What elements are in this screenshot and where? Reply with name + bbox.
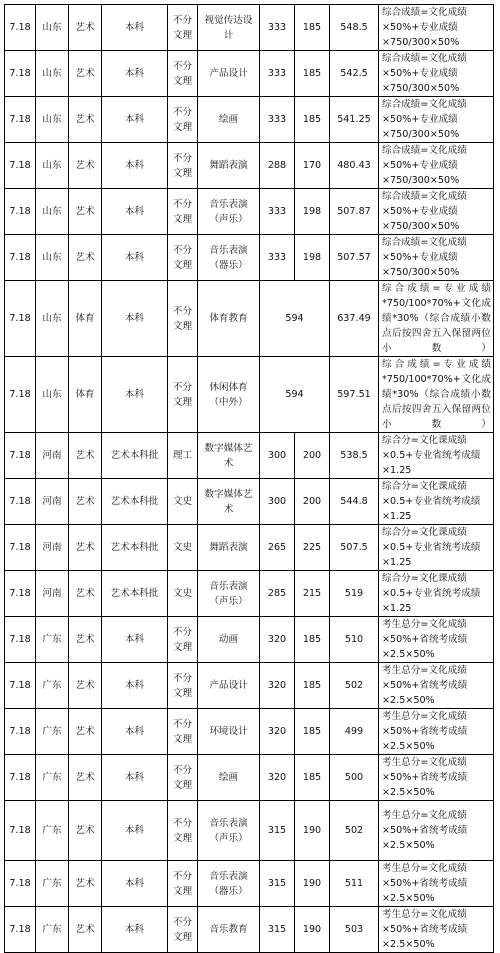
cell-category: 艺术 [69,801,102,861]
cell-batch: 本科 [102,907,168,953]
cell-batch: 本科 [102,663,168,709]
cell-composite-line: 507.87 [330,189,379,235]
cell-professional-line: 190 [295,861,330,907]
cell-cultural-line: 285 [260,571,295,617]
cell-composite-line: 538.5 [330,433,379,479]
cell-major: 数字媒体艺术 [198,479,260,525]
cell-date: 7.18 [5,143,36,189]
cell-batch: 本科 [102,801,168,861]
cell-province: 山东 [36,97,69,143]
cell-composite-line: 502 [330,663,379,709]
table-row [5,709,494,755]
cell-formula: 综合分=文化课成绩×0.5+专业省统考成绩×1.25 [379,433,494,479]
cell-category: 艺术 [69,571,102,617]
cell-subject: 不分文理 [168,861,198,907]
cell-date: 7.18 [5,235,36,281]
cell-professional-line: 215 [295,571,330,617]
cell-date: 7.18 [5,525,36,571]
cell-province: 河南 [36,525,69,571]
cell-professional-line: 198 [295,189,330,235]
cell-subject: 不分文理 [168,801,198,861]
cell-subject: 不分文理 [168,755,198,801]
cell-cultural-line: 300 [260,433,295,479]
cell-cultural-line: 300 [260,479,295,525]
cell-formula: 考生总分=文化成绩×50%+省统考成绩×2.5×50% [379,801,494,861]
cell-formula: 综合成绩=专业成绩*750/100*70%+文化成绩*30%（综合成绩小数点后按四舍五入保留两位小数） [379,281,494,357]
table-row [5,433,494,479]
cell-cultural-line: 594 [260,281,330,357]
table-row [5,281,494,357]
cell-major: 动画 [198,617,260,663]
table-row [5,235,494,281]
cell-formula: 考生总分=文化成绩×50%+省统考成绩×2.5×50% [379,709,494,755]
cell-major: 绘画 [198,97,260,143]
cell-date: 7.18 [5,479,36,525]
cell-date: 7.18 [5,571,36,617]
cell-professional-line: 190 [295,801,330,861]
cell-composite-line: 507.57 [330,235,379,281]
table-row [5,861,494,907]
cell-cultural-line: 333 [260,51,295,97]
cell-formula: 综合成绩=文化成绩×50%+专业成绩×750/300×50% [379,189,494,235]
table-row [5,801,494,861]
cell-province: 广东 [36,801,69,861]
table-row [5,357,494,433]
cell-composite-line: 548.5 [330,5,379,51]
cell-category: 艺术 [69,861,102,907]
cell-major: 绘画 [198,755,260,801]
table-row [5,51,494,97]
cell-major: 视觉传达设计 [198,5,260,51]
cell-category: 艺术 [69,755,102,801]
cell-province: 河南 [36,433,69,479]
cell-batch: 本科 [102,617,168,663]
cell-date: 7.18 [5,357,36,433]
cell-major: 产品设计 [198,51,260,97]
cell-formula: 综合成绩=文化成绩×50%+专业成绩×750/300×50% [379,235,494,281]
cell-composite-line: 597.51 [330,357,379,433]
cell-subject: 不分文理 [168,51,198,97]
cell-batch: 艺术本科批 [102,433,168,479]
cell-province: 广东 [36,663,69,709]
cell-batch: 艺术本科批 [102,479,168,525]
cell-cultural-line: 594 [260,357,330,433]
table-body [5,5,494,953]
cell-province: 河南 [36,571,69,617]
cell-category: 艺术 [69,907,102,953]
cell-subject: 不分文理 [168,281,198,357]
cell-major: 休闲体育（中外） [198,357,260,433]
cell-cultural-line: 333 [260,5,295,51]
cell-major: 舞蹈表演 [198,143,260,189]
cell-cultural-line: 315 [260,801,295,861]
cell-professional-line: 200 [295,479,330,525]
cell-composite-line: 511 [330,861,379,907]
cell-composite-line: 500 [330,755,379,801]
cell-cultural-line: 320 [260,663,295,709]
cell-cultural-line: 265 [260,525,295,571]
cell-formula: 综合分=文化课成绩×0.5+专业省统考成绩×1.25 [379,479,494,525]
cell-date: 7.18 [5,5,36,51]
cell-composite-line: 480.43 [330,143,379,189]
cell-formula: 综合分=文化课成绩×0.5+专业省统考成绩×1.25 [379,525,494,571]
cell-major: 体育教育 [198,281,260,357]
cell-category: 艺术 [69,189,102,235]
cell-category: 艺术 [69,479,102,525]
cell-professional-line: 170 [295,143,330,189]
cell-subject: 不分文理 [168,709,198,755]
cell-composite-line: 544.8 [330,479,379,525]
cell-professional-line: 225 [295,525,330,571]
cell-date: 7.18 [5,189,36,235]
cell-province: 河南 [36,479,69,525]
cell-major: 数字媒体艺术 [198,433,260,479]
cell-province: 山东 [36,281,69,357]
cell-subject: 不分文理 [168,617,198,663]
cell-category: 艺术 [69,617,102,663]
cell-batch: 本科 [102,51,168,97]
cell-professional-line: 198 [295,235,330,281]
cell-category: 艺术 [69,143,102,189]
cell-composite-line: 507.5 [330,525,379,571]
cell-major: 音乐表演（器乐） [198,861,260,907]
cell-cultural-line: 288 [260,143,295,189]
cell-composite-line: 503 [330,907,379,953]
cell-composite-line: 541.25 [330,97,379,143]
cell-formula: 综合成绩=文化成绩×50%+专业成绩×750/300×50% [379,5,494,51]
cell-major: 音乐表演（声乐） [198,571,260,617]
cell-formula: 综合成绩=文化成绩×50%+专业成绩×750/300×50% [379,51,494,97]
cell-subject: 文史 [168,571,198,617]
cell-batch: 本科 [102,861,168,907]
cell-category: 体育 [69,357,102,433]
cell-major: 音乐教育 [198,907,260,953]
cell-cultural-line: 333 [260,97,295,143]
table-row [5,617,494,663]
cell-professional-line: 185 [295,97,330,143]
cell-province: 山东 [36,143,69,189]
cell-professional-line: 190 [295,907,330,953]
cell-subject: 不分文理 [168,189,198,235]
cell-batch: 艺术本科批 [102,525,168,571]
cell-professional-line: 185 [295,617,330,663]
cell-province: 广东 [36,907,69,953]
table-row [5,907,494,953]
cell-subject: 不分文理 [168,143,198,189]
cell-category: 艺术 [69,525,102,571]
cell-date: 7.18 [5,97,36,143]
cell-cultural-line: 315 [260,861,295,907]
cell-cultural-line: 320 [260,617,295,663]
table-row [5,97,494,143]
cell-date: 7.18 [5,755,36,801]
cell-composite-line: 637.49 [330,281,379,357]
cell-province: 山东 [36,235,69,281]
cell-batch: 本科 [102,5,168,51]
cell-formula: 综合成绩=文化成绩×50%+专业成绩×750/300×50% [379,97,494,143]
cell-composite-line: 542.5 [330,51,379,97]
cell-category: 艺术 [69,51,102,97]
cell-cultural-line: 333 [260,189,295,235]
cell-date: 7.18 [5,51,36,97]
table-row [5,525,494,571]
cell-category: 艺术 [69,97,102,143]
cell-batch: 本科 [102,281,168,357]
cell-professional-line: 185 [295,755,330,801]
cell-province: 广东 [36,861,69,907]
cell-subject: 不分文理 [168,907,198,953]
cell-province: 广东 [36,617,69,663]
cell-subject: 不分文理 [168,5,198,51]
cell-major: 音乐表演（声乐） [198,801,260,861]
cell-major: 舞蹈表演 [198,525,260,571]
cell-cultural-line: 320 [260,755,295,801]
cell-major: 产品设计 [198,663,260,709]
cell-formula: 综合分=文化课成绩×0.5+专业省统考成绩×1.25 [379,571,494,617]
cell-batch: 本科 [102,357,168,433]
cell-date: 7.18 [5,433,36,479]
cell-province: 山东 [36,189,69,235]
cell-date: 7.18 [5,861,36,907]
cell-batch: 本科 [102,755,168,801]
cell-formula: 考生总分=文化成绩×50%+省统考成绩×2.5×50% [379,755,494,801]
table-row [5,479,494,525]
cell-batch: 本科 [102,189,168,235]
cell-professional-line: 185 [295,663,330,709]
cell-subject: 不分文理 [168,357,198,433]
cell-cultural-line: 315 [260,907,295,953]
cell-batch: 本科 [102,709,168,755]
cell-category: 艺术 [69,709,102,755]
table-row [5,571,494,617]
cell-composite-line: 499 [330,709,379,755]
table-row [5,143,494,189]
cell-date: 7.18 [5,663,36,709]
table-row [5,663,494,709]
cell-province: 山东 [36,357,69,433]
table-row [5,189,494,235]
cell-professional-line: 185 [295,5,330,51]
cell-major: 音乐表演（器乐） [198,235,260,281]
cell-date: 7.18 [5,907,36,953]
cell-date: 7.18 [5,281,36,357]
cell-subject: 不分文理 [168,663,198,709]
cell-formula: 综合成绩=专业成绩*750/100*70%+文化成绩*30%（综合成绩小数点后按四舍五入保留两位小数） [379,357,494,433]
admission-score-table [4,4,494,953]
cell-formula: 考生总分=文化成绩×50%+省统考成绩×2.5×50% [379,663,494,709]
cell-professional-line: 185 [295,709,330,755]
cell-province: 广东 [36,709,69,755]
cell-formula: 考生总分=文化成绩×50%+省统考成绩×2.5×50% [379,861,494,907]
table-row [5,5,494,51]
cell-date: 7.18 [5,801,36,861]
cell-composite-line: 510 [330,617,379,663]
cell-cultural-line: 320 [260,709,295,755]
cell-date: 7.18 [5,709,36,755]
cell-category: 艺术 [69,663,102,709]
cell-province: 广东 [36,755,69,801]
cell-subject: 不分文理 [168,97,198,143]
cell-category: 艺术 [69,235,102,281]
cell-category: 艺术 [69,5,102,51]
cell-major: 音乐表演（声乐） [198,189,260,235]
cell-batch: 本科 [102,97,168,143]
cell-major: 环境设计 [198,709,260,755]
cell-formula: 考生总分=文化成绩×50%+省统考成绩×2.5×50% [379,617,494,663]
cell-subject: 不分文理 [168,235,198,281]
cell-formula: 考生总分=文化成绩×50%+省统考成绩×2.5×50% [379,907,494,953]
cell-batch: 本科 [102,235,168,281]
cell-province: 山东 [36,51,69,97]
cell-cultural-line: 333 [260,235,295,281]
cell-subject: 文史 [168,525,198,571]
table-row [5,755,494,801]
cell-formula: 综合成绩=文化成绩×50%+专业成绩×750/300×50% [379,143,494,189]
cell-composite-line: 519 [330,571,379,617]
cell-professional-line: 200 [295,433,330,479]
cell-batch: 本科 [102,143,168,189]
cell-subject: 理工 [168,433,198,479]
cell-date: 7.18 [5,617,36,663]
cell-province: 山东 [36,5,69,51]
cell-professional-line: 185 [295,51,330,97]
cell-category: 体育 [69,281,102,357]
cell-composite-line: 502 [330,801,379,861]
cell-batch: 艺术本科批 [102,571,168,617]
cell-subject: 文史 [168,479,198,525]
cell-category: 艺术 [69,433,102,479]
